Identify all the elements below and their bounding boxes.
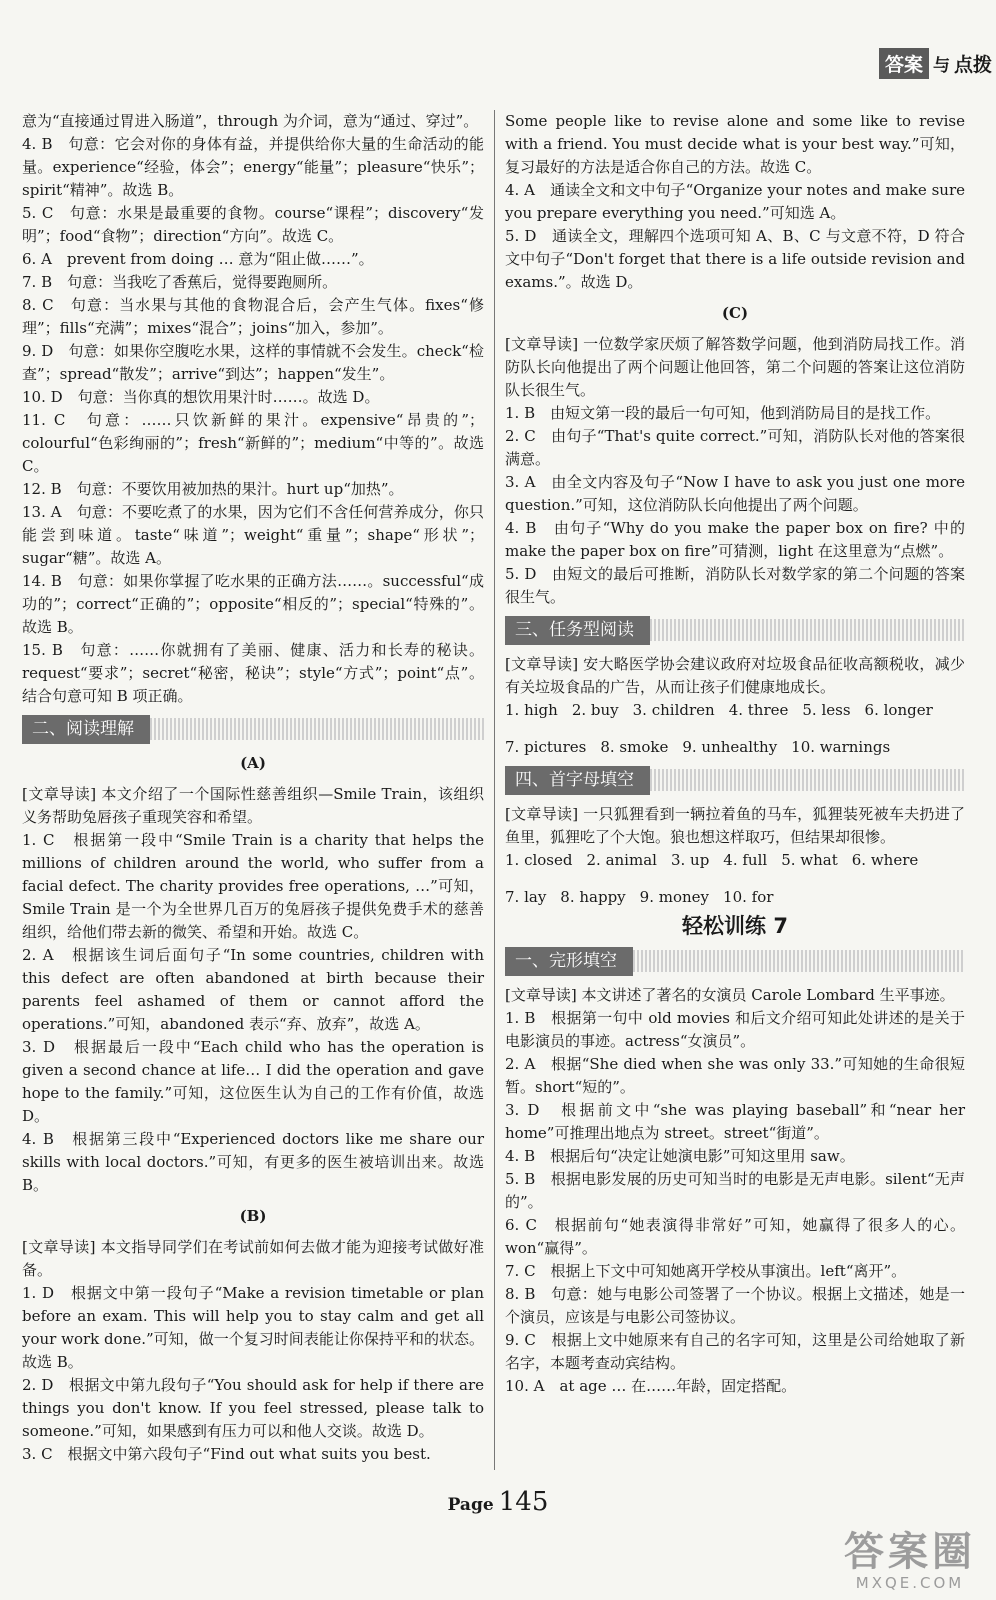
header-title: 点拨 (953, 53, 992, 76)
section-label: 四、首字母填空 (505, 766, 650, 795)
watermark-url: MXQE.COM (855, 1574, 965, 1592)
answer-item: 1. closed (505, 851, 573, 869)
answer-item: 5. less (802, 701, 851, 719)
answer-item: 8. smoke (600, 738, 669, 756)
answer-line: 3. D 根据最后一段中“Each child who has the operation is given a second chance at life… I did the operation and gave hope to the family.”可知，这位医生认为自己的工作有价值，故选 D。 (22, 1038, 484, 1125)
section-divider (650, 769, 965, 791)
answer-line: [文章导读] 本文讲述了著名的女演员 Carole Lombard 生平事迹。 (505, 986, 955, 1004)
answer-item: 7. lay (505, 888, 547, 906)
answer-item: 2. buy (571, 701, 619, 719)
answer-list (505, 849, 965, 909)
answer-line: 3. D 根据前文中“she was playing baseball”和“near her home”可推理出地点为 street。street“街道”。 (505, 1101, 965, 1142)
answer-line: 5. D 由短文的最后可推断，消防队长对数学家的第二个问题的答案很生气。 (505, 565, 965, 606)
answer-line: 12. B 句意：不要饮用被加热的果汁。hurt up“加热”。 (22, 480, 404, 498)
answer-line: 2. A 根据“She died when she was only 33.”可知她的生命很短暂。short“短的”。 (505, 1055, 965, 1096)
training-title: 轻松训练 7 (682, 914, 788, 938)
answer-list (505, 699, 965, 759)
answer-line: 15. B 句意：……你就拥有了美丽、健康、活力和长寿的秘诀。request“要求”；secret“秘密，秘诀”；style“方式”；point“点”。结合句意可知 B 项正确。 (22, 641, 484, 705)
part-title-c: (C) (721, 304, 749, 322)
watermark-main: 答案圈 (844, 1529, 976, 1575)
answer-line: 1. C 根据第一段中“Smile Train is a charity that helps the millions of children around the world, who suffer from a facial defect. The charity provides free operations, …”可知，Smile Train 是一个为全世界几百万的兔唇孩子提供免费手术的慈善组织，给他们带去新的微笑、希望和开始。故选 C。 (22, 831, 484, 941)
page-footer (0, 1487, 996, 1517)
answer-item: 9. unhealthy (682, 738, 778, 756)
answer-line: [文章导读] 本文介绍了一个国际性慈善组织—Smile Train，该组织义务帮助兔唇孩子重现笑容和希望。 (22, 785, 484, 826)
article-intro: [文章导读] 一只狐狸看到一辆拉着鱼的马车，狐狸装死被车夫扔进了鱼里，狐狸吃了个大饱。狼也想这样取巧，但结果却很惨。 (505, 805, 965, 846)
answer-line: 10. D 句意：当你真的想饮用果汁时……。故选 D。 (22, 388, 380, 406)
answer-item: 5. what (781, 851, 838, 869)
answer-line: 9. D 句意：如果你空腹吃水果，这样的事情就不会发生。check“检查”；spread“散发”；arrive“到达”；happen“发生”。 (22, 342, 484, 383)
answer-line: 5. B 根据电影发展的历史可知当时的电影是无声电影。silent“无声的”。 (505, 1170, 965, 1211)
answer-item: 9. money (639, 888, 710, 906)
watermark-logo (844, 1530, 976, 1592)
answer-line: 3. C 根据文中第六段句子“Find out what suits you best. (22, 1445, 431, 1463)
answer-line: 8. B 句意：她与电影公司签署了一个协议。根据上文描述，她是一个演员，应该是与电影公司签协议。 (505, 1285, 965, 1326)
answer-line: 1. B 根据第一句中 old movies 和后文介绍可知此处讲述的是关于电影演员的事迹。actress“女演员”。 (505, 1009, 965, 1050)
header-tag: 答案 (879, 48, 929, 79)
answer-line: 4. B 根据第三段中“Experienced doctors like me share our skills with local doctors.”可知，有更多的医生被培训出来。故选 B。 (22, 1130, 484, 1194)
answer-item: 4. full (723, 851, 768, 869)
answer-line: [文章导读] 本文指导同学们在考试前如何去做才能为迎接考试做好准备。 (22, 1238, 484, 1279)
section-heading-task-reading (505, 615, 965, 645)
left-column (22, 110, 484, 1466)
answer-line: 7. B 句意：当我吃了香蕉后，觉得要跑厕所。 (22, 273, 338, 291)
answer-line: Some people like to revise alone and some like to revise with a friend. You must decide what is your best way.”可知，复习最好的方法是适合你自己的方法。故选 C。 (505, 112, 965, 176)
answer-item: 8. happy (560, 888, 626, 906)
answer-item: 3. up (670, 851, 710, 869)
header-connector: 与 (932, 55, 950, 76)
section-divider (633, 950, 965, 972)
answer-line: 11. C 句意：……只饮新鲜的果汁。expensive“昂贵的”；colourful“色彩绚丽的”；fresh“新鲜的”；medium“中等的”。故选 C。 (22, 411, 484, 475)
section-heading-cloze (505, 946, 965, 976)
answer-line: 2. A 根据该生词后面句子“In some countries, children with this defect are often abandoned at birth because their parents feel ashamed of them or cannot afford the operations.”可知，abandoned 表示“弃、放弃”，故选 A。 (22, 946, 484, 1033)
answer-item: 6. longer (864, 701, 933, 719)
section-label: 三、任务型阅读 (505, 616, 650, 645)
answer-item: 1. high (505, 701, 558, 719)
answer-line: 6. A prevent from doing … 意为“阻止做……”。 (22, 250, 374, 268)
right-column (505, 110, 965, 1398)
answer-line: 5. C 句意：水果是最重要的食物。course“课程”；discovery“发明”；food“食物”；direction“方向”。故选 C。 (22, 204, 484, 245)
page-label: Page (447, 1495, 494, 1515)
section-label: 二、阅读理解 (22, 715, 150, 744)
answer-item: 4. three (728, 701, 789, 719)
answer-line: [文章导读] 一位数学家厌烦了解答数学问题，他到消防局找工作。消防队长向他提出了两个问题让他回答，第二个问题的答案让这位消防队长很生气。 (505, 335, 965, 399)
column-divider (494, 110, 495, 1470)
page-header (879, 48, 996, 78)
answer-line: 意为“直接通过胃进入肠道”，through 为介词，意为“通过、穿过”。 (22, 112, 479, 130)
answer-item: 6. where (851, 851, 919, 869)
page-number: 145 (498, 1487, 549, 1517)
article-intro: [文章导读] 安大略医学协会建议政府对垃圾食品征收高额税收，减少有关垃圾食品的广告，从而让孩子们健康地成长。 (505, 655, 965, 696)
answer-line: 4. B 根据后句“决定让她演电影”可知这里用 saw。 (505, 1147, 855, 1165)
answer-line: 2. D 根据文中第九段句子“You should ask for help if there are things you don't know. If you feel stressed, please talk to someone.”可知，如果感到有压力可以和他人交谈。故选 D。 (22, 1376, 484, 1440)
answer-line: 4. B 由句子“Why do you make the paper box on fire? 中的 make the paper box on fire”可猜测，light 在这里意为“点燃”。 (505, 519, 965, 560)
answer-line: 1. B 由短文第一段的最后一句可知，他到消防局目的是找工作。 (505, 404, 941, 422)
answer-line: 6. C 根据前句“她表演得非常好”可知，她赢得了很多人的心。won“赢得”。 (505, 1216, 965, 1257)
answer-line: 2. C 由句子“That's quite correct.”可知，消防队长对他的答案很满意。 (505, 427, 965, 468)
answer-line: 1. D 根据文中第一段句子“Make a revision timetable or plan before an exam. This will help you to stay calm and get all your work done.”可知，做一个复习时间表能让你保持平和的状态。故选 B。 (22, 1284, 484, 1371)
section-label: 一、完形填空 (505, 947, 633, 976)
section-heading-initial-letter (505, 765, 965, 795)
answer-item: 3. children (632, 701, 715, 719)
answer-line: 7. C 根据上下文中可知她离开学校从事演出。left“离开”。 (505, 1262, 907, 1280)
answer-line: 4. A 通读全文和文中句子“Organize your notes and make sure you prepare everything you need.”可知选 A。 (505, 181, 965, 222)
part-title-b: (B) (239, 1207, 267, 1225)
answer-line: 13. A 句意：不要吃煮了的水果，因为它们不含任何营养成分，你只能尝到味道。taste“味道”；weight“重量”；shape“形状”；sugar“糖”。故选 A。 (22, 503, 484, 567)
answer-item: 7. pictures (505, 738, 587, 756)
answer-item: 2. animal (586, 851, 657, 869)
answer-item: 10. for (723, 888, 774, 906)
section-divider (150, 718, 484, 740)
answer-line: 5. D 通读全文，理解四个选项可知 A、B、C 与文意不符，D 符合文中句子“Don't forget that there is a life outside revision and exams.”。故选 D。 (505, 227, 965, 291)
answer-line: 8. C 句意：当水果与其他的食物混合后，会产生气体。fixes“修理”；fills“充满”；mixes“混合”；joins“加入，参加”。 (22, 296, 484, 337)
answer-line: 4. B 句意：它会对你的身体有益，并提供给你大量的生命活动的能量。experience“经验，体会”；energy“能量”；pleasure“快乐”；spirit“精神”。故选 B。 (22, 135, 484, 199)
answer-item: 10. warnings (791, 738, 891, 756)
answer-line: 10. A at age … 在……年龄，固定搭配。 (505, 1377, 797, 1395)
answer-line: 14. B 句意：如果你掌握了吃水果的正确方法……。successful“成功的”；correct“正确的”；opposite“相反的”；special“特殊的”。故选 B。 (22, 572, 484, 636)
section-divider (650, 619, 965, 641)
answer-line: 9. C 根据上文中她原来有自己的名字可知，这里是公司给她取了新名字，本题考查动宾结构。 (505, 1331, 965, 1372)
answer-line: 3. A 由全文内容及句子“Now I have to ask you just one more question.”可知，这位消防队长向他提出了两个问题。 (505, 473, 965, 514)
section-heading-reading (22, 714, 484, 744)
part-title-a: (A) (240, 754, 266, 772)
